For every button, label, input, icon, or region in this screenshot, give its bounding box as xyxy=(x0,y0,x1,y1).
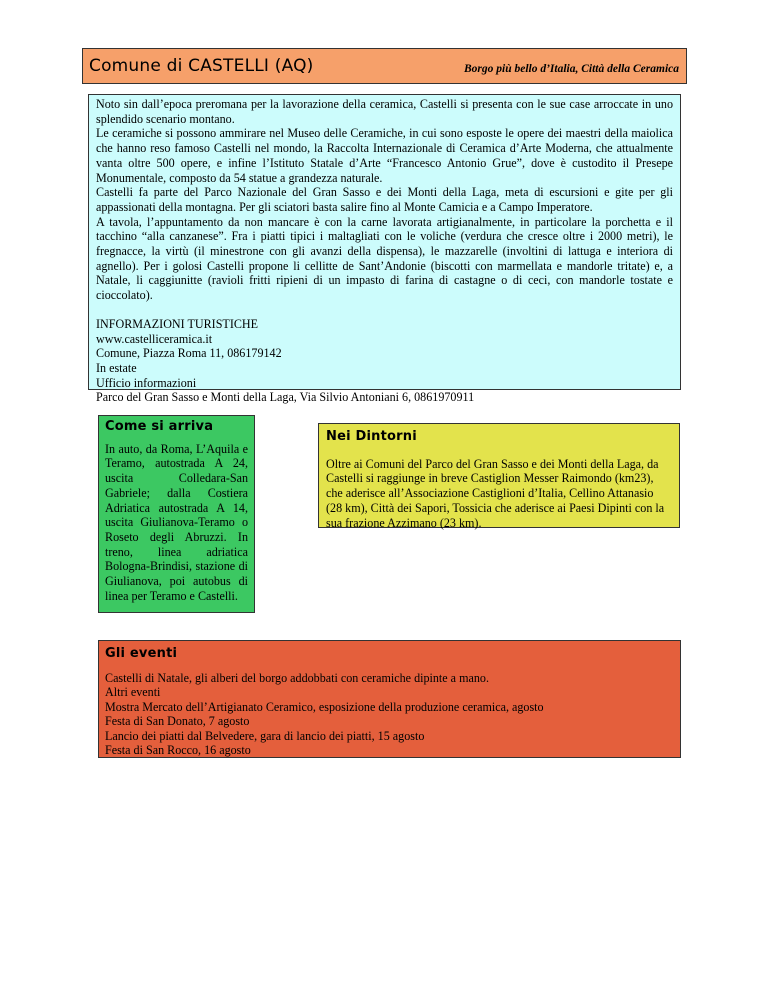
dintorni-section xyxy=(318,423,680,528)
eventi-title: Gli eventi xyxy=(105,646,178,661)
dintorni-text: Oltre ai Comuni del Parco del Gran Sasso e dei Monti della Laga, da Castelli si raggiunge in breve Castiglion Messer Raimondo (km23), che aderisce all’Associazione Castiglioni d’Italia, Cellino Attanasio (28 km), Città dei Sapori, Tossicia che aderisce ai Paesi Dipinti con la sua frazione Azzimano (23 km). xyxy=(326,456,665,530)
event-item: Lancio dei piatti dal Belvedere, gara di lancio dei piatti, 15 agosto xyxy=(105,728,425,743)
dintorni-title: Nei Dintorni xyxy=(326,429,417,444)
info-line: Ufficio informazioni xyxy=(96,375,197,390)
arriva-text: In auto, da Roma, L’Aquila e Teramo, autostrada A 24, uscita Colledara-San Gabriele; dalla Costiera Adriatica autostrada A 14, uscita Giulianova-Teramo o Roseto degli Abruzzi. In treno, linea adriatica Bologna-Brindisi, stazione di Giulianova, poi autobus di linea per Teramo e Castelli. xyxy=(105,441,248,603)
intro-paragraph: A tavola, l’appuntamento da non mancare è con la carne lavorata artigianalmente, in particolare la porchetta e il tacchino “alla canzanese”. Fra i piatti tipici i maltagliati con le voliche (verdura che cresce oltre i 2000 metri), le fregnacce, la virtù (il minestrone con gli avanzi della dispensa), le mazzarelle (involtini di lattuga e interiora di agnello). Per i golosi Castelli propone li cellitte de Sant’Andonie (biscotti con marmellata e mandorle tritate) e, a Natale, li caggiunitte (ravioli fritti ripieni di un impasto di farina di castagne o di ceci, con mandorle tostate e cioccolato). xyxy=(96,214,673,303)
event-item: Festa di San Donato, 7 agosto xyxy=(105,714,250,728)
intro-paragraph: Castelli fa parte del Parco Nazionale del Gran Sasso e dei Monti della Laga, meta di escursioni e gite per gli appassionati della montagna. Per gli sciatori basta salire fino al Monte Camicia e a Campo Imperatore. xyxy=(96,185,673,214)
header-banner xyxy=(82,48,687,84)
arriva-section xyxy=(98,415,255,613)
page-title: Comune di CASTELLI (AQ) xyxy=(89,56,314,76)
arriva-title: Come si arriva xyxy=(105,419,214,434)
event-item: Altri eventi xyxy=(105,685,161,699)
info-website-link[interactable]: www.castelliceramica.it xyxy=(96,331,213,346)
eventi-section xyxy=(98,640,681,758)
info-line: Comune, Piazza Roma 11, 086179142 xyxy=(96,346,282,361)
info-line: In estate xyxy=(96,360,137,375)
event-item: Mostra Mercato dell’Artigianato Ceramico, esposizione della produzione ceramica, agosto xyxy=(105,699,544,714)
intro-paragraph: Noto sin dall’epoca preromana per la lavorazione della ceramica, Castelli si presenta con le sue case arroccate in uno splendido scenario montano. xyxy=(96,97,673,126)
info-line: Parco del Gran Sasso e Monti della Laga, Via Silvio Antoniani 6, 0861970911 xyxy=(96,390,475,405)
intro-paragraph: Le ceramiche si possono ammirare nel Museo delle Ceramiche, in cui sono esposte le opere dei maestri della maiolica che hanno reso famoso Castelli nel mondo, la Raccolta Internazionale di Ceramica d’Arte Moderna, che attualmente vanta oltre 500 opere, e infine l’Istituto Statale d’Arte “Francesco Antonio Grue”, dove è custodito il Presepe Monumentale, composto da 54 statue a grandezza naturale. xyxy=(96,126,673,185)
event-item: Castelli di Natale, gli alberi del borgo addobbati con ceramiche dipinte a mano. xyxy=(105,670,489,685)
event-item: Festa di San Rocco, 16 agosto xyxy=(105,743,251,757)
intro-section xyxy=(88,94,681,405)
page-subtitle: Borgo più bello d’Italia, Città della Ceramica xyxy=(464,62,679,75)
info-heading: INFORMAZIONI TURISTICHE xyxy=(96,316,259,331)
